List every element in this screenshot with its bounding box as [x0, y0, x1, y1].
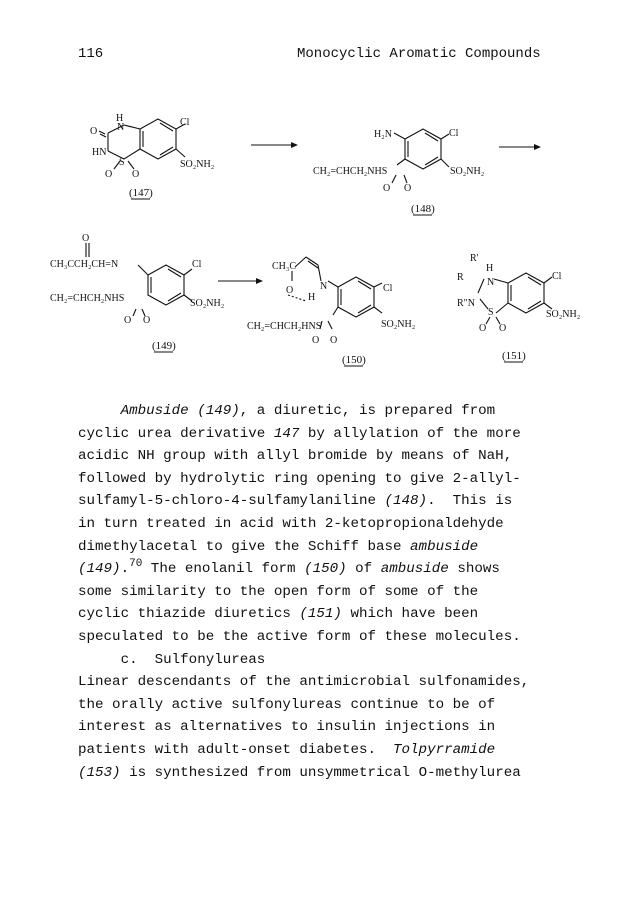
- compound-147-label: (147): [129, 187, 153, 199]
- compound-147-text: S: [119, 157, 125, 168]
- compound-148-text: O: [404, 183, 412, 194]
- italic-span: 147: [273, 425, 300, 442]
- text-span: is synthesized from unsymmetrical O-methylurea: [120, 764, 521, 781]
- text-span: which have been: [341, 606, 479, 623]
- text-line: [78, 468, 578, 491]
- text-span: speculated to be the active form of these molecules.: [78, 628, 521, 645]
- text-span: the orally active sulfonylureas continue to be of: [78, 696, 496, 713]
- text-span: followed by hydrolytic ring opening to give 2-allyl-: [78, 470, 521, 487]
- reaction-arrow: [251, 142, 298, 148]
- text-span: Linear descendants of the antimicrobial sulfonamides,: [78, 674, 530, 691]
- text-span: of: [346, 561, 381, 578]
- compound-147-text: H: [116, 113, 124, 124]
- compound-151-label: (151): [502, 350, 526, 362]
- text-span: cyclic thiazide diuretics: [78, 606, 300, 623]
- text-line: [78, 581, 578, 604]
- compound-147-text: O: [132, 169, 140, 180]
- compound-151-text: H: [486, 263, 494, 274]
- italic-span: (151): [299, 606, 342, 623]
- text-line: [78, 626, 578, 649]
- text-line: [78, 490, 578, 513]
- reaction-arrow: [218, 278, 263, 284]
- text-line: [78, 649, 578, 672]
- text-span: dimethylacetal to give the Schiff base: [78, 538, 411, 555]
- compound-148-label: (148): [411, 203, 435, 215]
- body-text: [78, 400, 578, 784]
- text-span: patients with adult-onset diabetes.: [78, 741, 394, 758]
- compound-147-text: O: [105, 169, 113, 180]
- page-number: 116: [78, 46, 104, 62]
- text-span: , a diuretic, is prepared from: [239, 403, 496, 419]
- italic-span: (149): [78, 561, 121, 578]
- text-line: [78, 513, 578, 536]
- compound-148-text: H₂N: [374, 129, 392, 140]
- text-span: some similarity to the open form of some of the: [78, 583, 479, 600]
- compound-150-text: CH₂=CHCH₂HNS: [247, 321, 322, 332]
- text-line: [78, 445, 578, 468]
- compound-150-text: O: [286, 285, 294, 296]
- compound-150-text: CH₃C: [272, 261, 297, 272]
- compound-151-text: SO₂NH₂: [546, 309, 581, 320]
- compound-148-text: SO₂NH₂: [450, 166, 485, 177]
- text-span: sulfamyl-5-chloro-4-sulfamylaniline: [78, 493, 385, 510]
- compound-151-text: R"N: [457, 298, 475, 309]
- italic-span: Ambuside (149): [120, 403, 240, 419]
- compound-151-text: O: [499, 323, 507, 334]
- italic-span: Tolpyrramide: [393, 741, 496, 758]
- italic-span: ambuside: [410, 538, 479, 555]
- text-line: [78, 694, 578, 717]
- compound-150-text: Cl: [383, 283, 393, 294]
- text-line: [78, 603, 578, 626]
- reaction-arrow: [499, 144, 541, 150]
- reaction-scheme: [0, 95, 629, 385]
- italic-span: (153): [78, 764, 121, 781]
- compound-148: [313, 128, 484, 215]
- compound-149-text: SO₂NH₂: [190, 298, 225, 309]
- compound-149-text: O: [82, 233, 90, 244]
- compound-147-text: SO₂NH₂: [180, 159, 215, 170]
- text-span: in turn treated in acid with 2-ketopropionaldehyde: [78, 515, 504, 532]
- text-line: [78, 716, 578, 739]
- running-title: Monocyclic Aromatic Compounds: [297, 46, 541, 62]
- text-span: c. Sulfonylureas: [78, 651, 266, 668]
- compound-151-text: Cl: [552, 271, 562, 282]
- page-header: [0, 46, 629, 66]
- compound-147: [90, 113, 214, 199]
- compound-151: [457, 253, 580, 362]
- compound-150: [247, 257, 415, 366]
- compound-147-text: Cl: [180, 117, 190, 128]
- italic-span: ambuside: [380, 561, 449, 578]
- compound-150-text: O: [330, 335, 338, 346]
- text-span: [78, 403, 121, 419]
- text-line: [78, 671, 578, 694]
- compound-149-text: O: [124, 315, 132, 326]
- reference-superscript: 70: [129, 558, 143, 571]
- text-line: [78, 400, 578, 423]
- text-span: cyclic urea derivative: [78, 425, 274, 442]
- text-line: [78, 536, 578, 559]
- compound-150-text: N: [320, 281, 328, 292]
- compound-150-text: O: [312, 335, 320, 346]
- compound-149: [50, 233, 224, 352]
- compound-149-text: O: [143, 315, 151, 326]
- text-span: by allylation of the more: [299, 425, 521, 442]
- text-span: The enolanil form: [142, 561, 305, 578]
- text-line: [78, 423, 578, 446]
- italic-span: (150): [304, 561, 347, 578]
- compound-149-text: Cl: [192, 259, 202, 270]
- text-line: [78, 558, 578, 581]
- compound-151-text: R: [457, 272, 464, 283]
- compound-150-text: H: [308, 292, 316, 303]
- text-span: .: [120, 561, 130, 578]
- italic-span: (148): [384, 493, 428, 510]
- compound-147-text: O: [90, 126, 98, 137]
- text-line: [78, 739, 578, 762]
- compound-148-text: O: [383, 183, 391, 194]
- compound-151-text: R': [470, 253, 479, 264]
- compound-148-text: CH₂=CHCH₂NHS: [313, 166, 388, 177]
- compound-149-text: CH₃CCH₂CH=N: [50, 259, 119, 270]
- compound-149-label: (149): [152, 340, 176, 352]
- compound-147-text: N: [117, 122, 125, 133]
- compound-148-text: Cl: [449, 128, 459, 139]
- compound-150-text: SO₂NH₂: [381, 319, 416, 330]
- compound-147-text: HN: [92, 147, 107, 158]
- text-span: interest as alternatives to insulin injections in: [78, 719, 496, 736]
- compound-151-text: O: [479, 323, 487, 334]
- text-span: acidic NH group with allyl bromide by means of NaH,: [78, 448, 513, 465]
- compound-150-label: (150): [342, 354, 366, 366]
- compound-149-text: CH₂=CHCH₂NHS: [50, 293, 125, 304]
- text-span: . This is: [427, 493, 513, 510]
- compound-151-text: N: [487, 277, 495, 288]
- compound-151-text: S: [488, 307, 494, 318]
- text-line: [78, 762, 578, 785]
- text-span: shows: [448, 561, 500, 578]
